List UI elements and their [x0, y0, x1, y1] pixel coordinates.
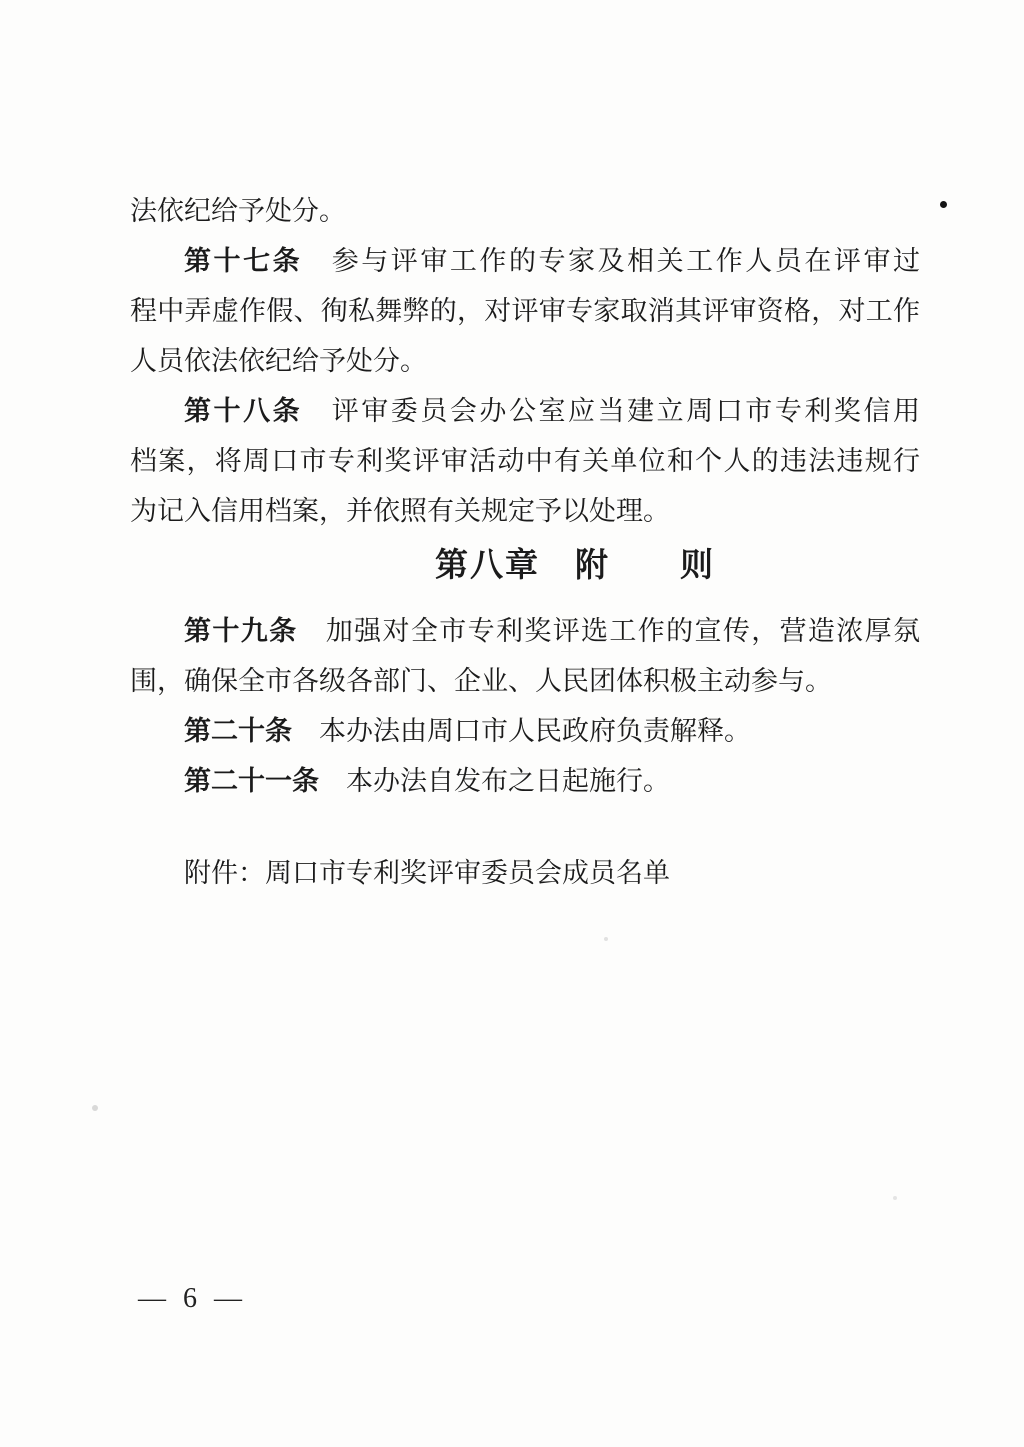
- article-label: 第二十一条: [184, 766, 319, 796]
- scan-speck: [92, 1105, 98, 1111]
- body-line: [130, 236, 920, 286]
- body-line-text: 参与评审工作的专家及相关工作人员在评审过: [302, 246, 921, 276]
- body-line-text: 本办法自发布之日起施行。: [319, 766, 670, 796]
- attachment-title: 周口市专利奖评审委员会成员名单: [265, 858, 670, 888]
- body-line-text: 人员依法依纪给予处分。: [130, 346, 427, 376]
- body-line: [130, 756, 920, 806]
- ink-dot: [940, 201, 947, 208]
- article-label: 第十八条: [184, 396, 303, 426]
- chapter-heading: 第八章 附 则: [435, 546, 715, 583]
- body-line: [130, 486, 920, 536]
- article-label: 第二十条: [184, 716, 292, 746]
- body-line-text: 程中弄虚作假、徇私舞弊的，对评审专家取消其评审资格，对工作: [130, 296, 920, 326]
- body-line: [130, 286, 920, 336]
- body-line-text: 加强对全市专利奖评选工作的宣传，营造浓厚氛: [297, 616, 921, 646]
- scan-speck: [604, 937, 608, 941]
- body-line: [130, 606, 920, 656]
- body-line: [130, 186, 920, 236]
- document-body: [130, 186, 920, 898]
- scan-speck: [893, 1196, 897, 1200]
- body-line: [130, 706, 920, 756]
- body-line: [130, 336, 920, 386]
- body-line-text: 本办法由周口市人民政府负责解释。: [292, 716, 751, 746]
- article-label: 第十九条: [184, 616, 298, 646]
- body-line: [130, 386, 920, 436]
- body-line-text: 档案，将周口市专利奖评审活动中有关单位和个人的违法违规行: [130, 446, 920, 476]
- attachment-line: [130, 848, 920, 898]
- body-line: [130, 436, 920, 486]
- page-number: — 6 —: [138, 1283, 247, 1314]
- article-label: 第十七条: [184, 246, 303, 276]
- body-line-text: 法依纪给予处分。: [130, 196, 346, 226]
- attachment-label: 附件：: [184, 858, 265, 888]
- body-line: [130, 656, 920, 706]
- body-line-text: 为记入信用档案，并依照有关规定予以处理。: [130, 496, 670, 526]
- body-line-text: 评审委员会办公室应当建立周口市专利奖信用: [302, 396, 921, 426]
- body-line-text: 围，确保全市各级各部门、企业、人民团体积极主动参与。: [130, 666, 832, 696]
